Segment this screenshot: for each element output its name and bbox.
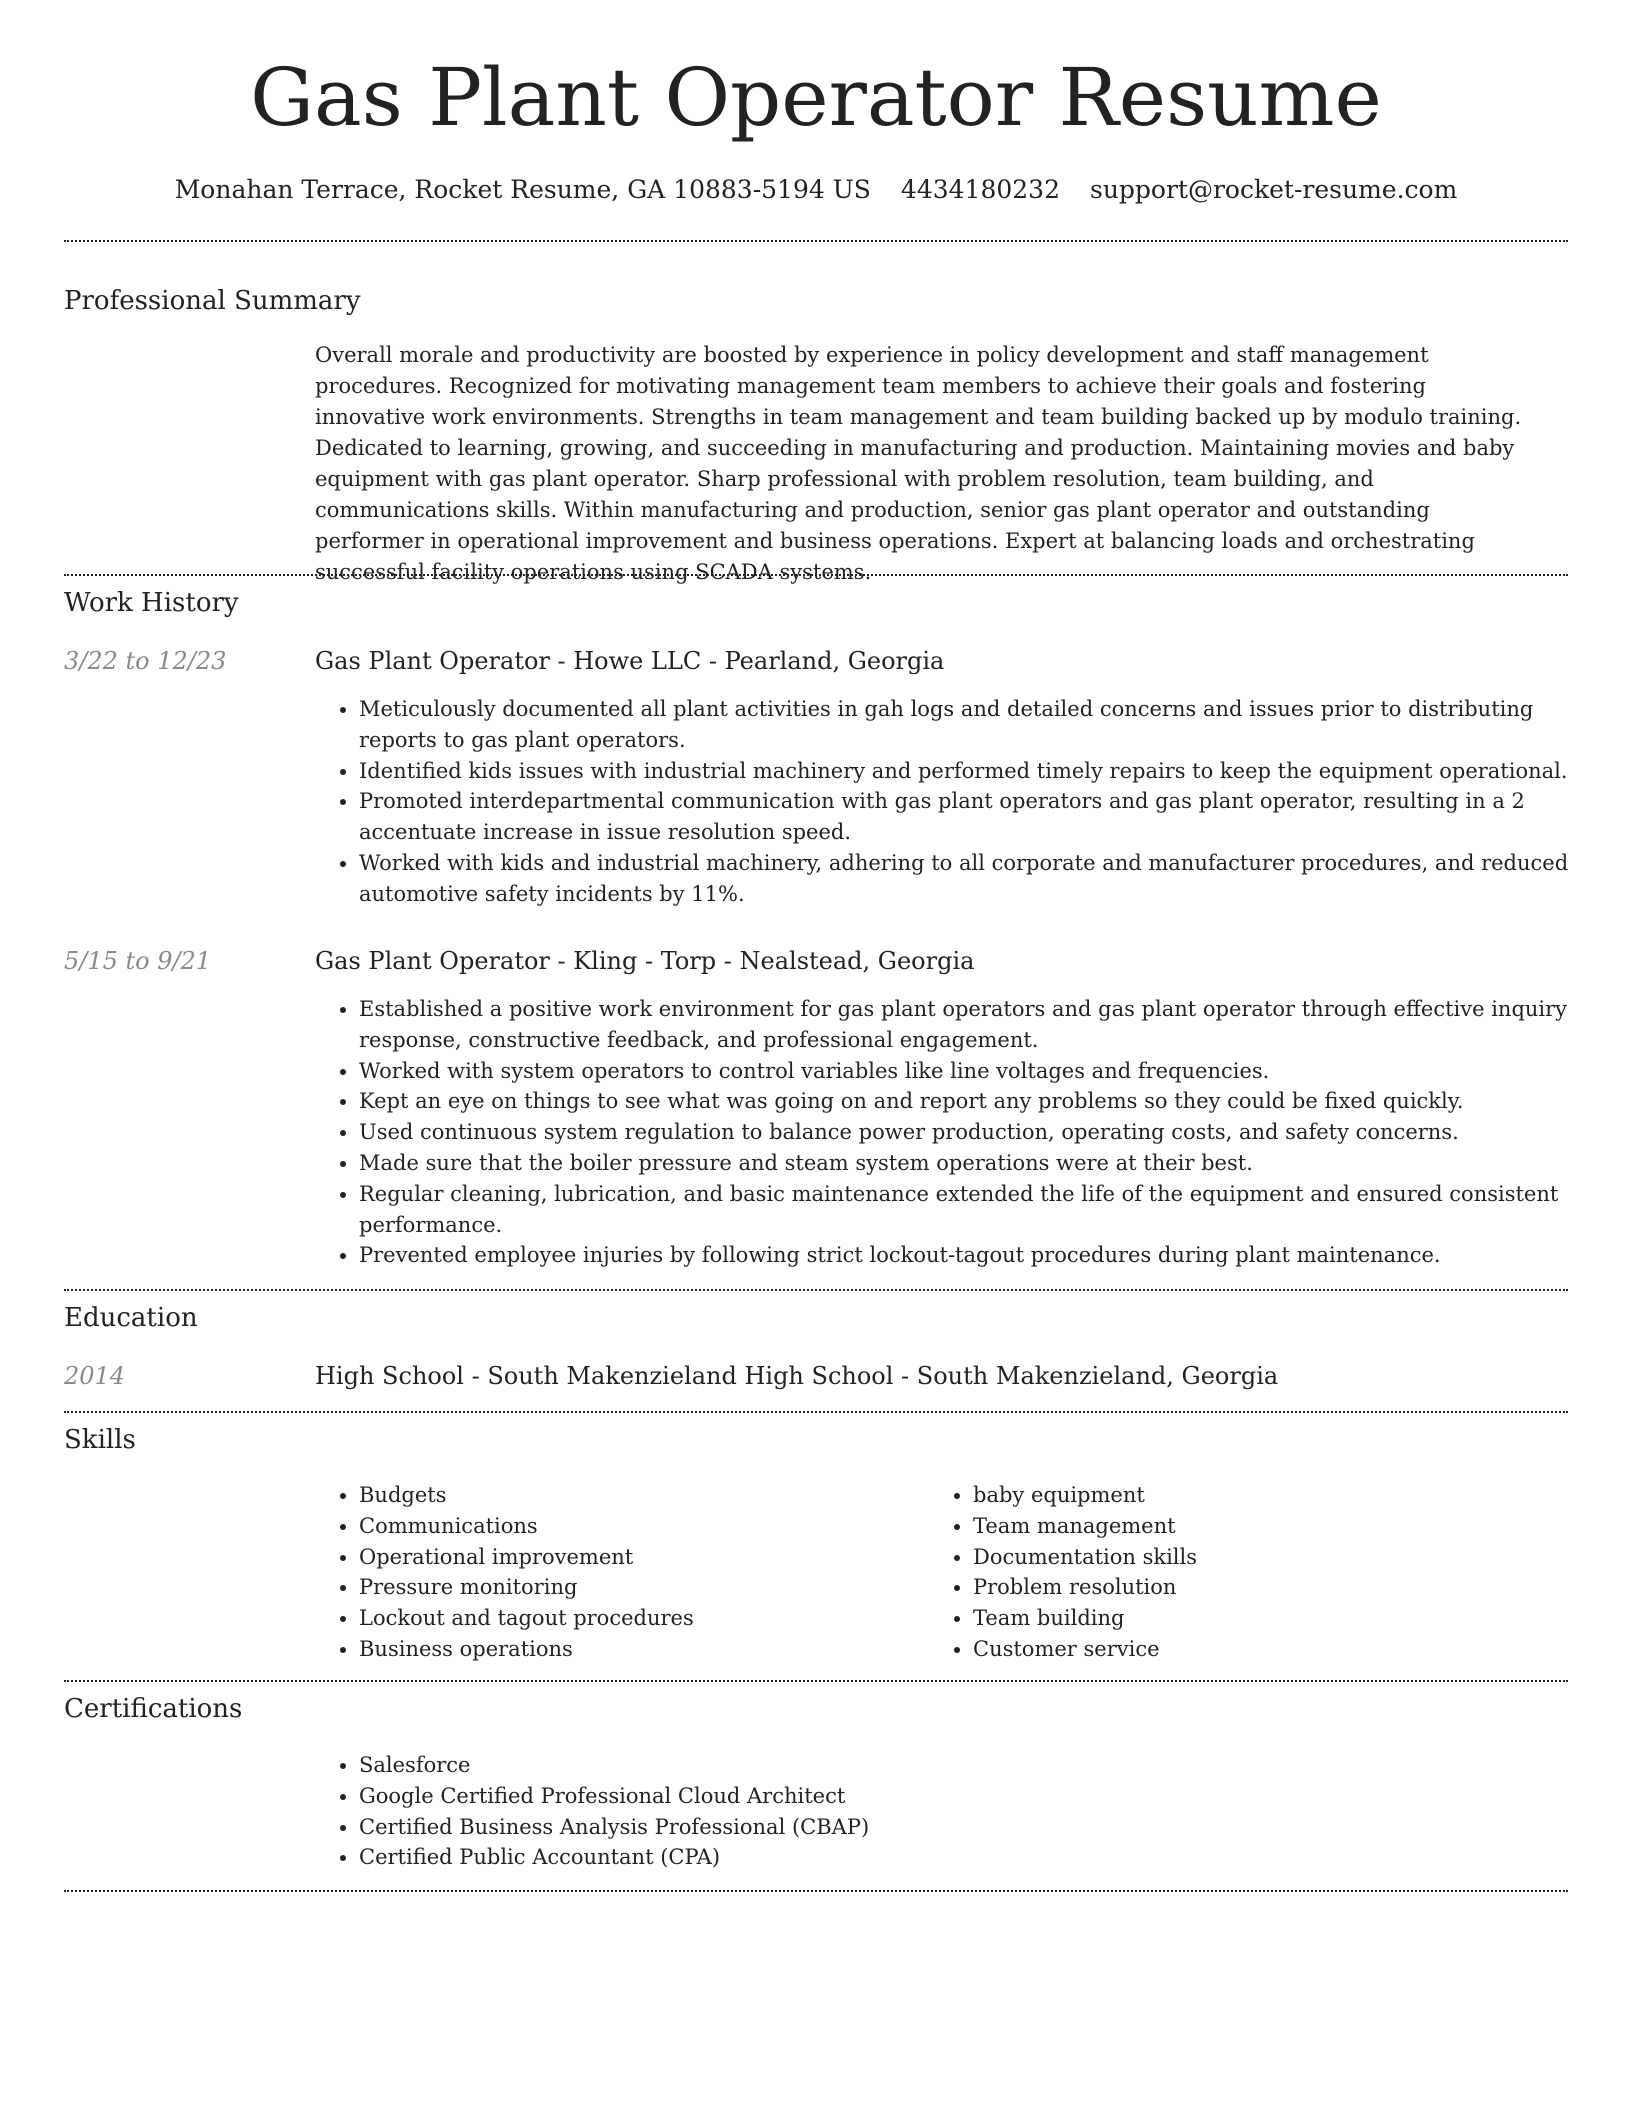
job-bullet: • Worked with kids and industrial machinery, adhering to all corporate and manufacturer procedures, and reduced automotive safety incidents by 11%.: [359, 848, 1599, 910]
skill-item: • Budgets: [359, 1480, 959, 1511]
job-bullet: • Worked with system operators to control variables like line voltages and frequencies.: [359, 1056, 1599, 1087]
certifications-heading: Certifications: [64, 1694, 243, 1724]
job-bullets: [315, 694, 1599, 910]
divider: [64, 1411, 1568, 1413]
job-bullet: • Promoted interdepartmental communication with gas plant operators and gas plant operator, resulting in a 2 accentuate increase in issue resolution speed.: [359, 786, 1599, 848]
certification-item: • Certified Public Accountant (CPA): [359, 1842, 1359, 1873]
divider: [64, 1890, 1568, 1892]
divider: [64, 240, 1568, 242]
job-bullet: • Prevented employee injuries by following strict lockout-tagout procedures during plant maintenance.: [359, 1240, 1599, 1271]
job-dates: 5/15 to 9/21: [64, 947, 212, 975]
contact-phone: 4434180232: [900, 175, 1060, 204]
education-entry: High School - South Makenzieland High School - South Makenzieland, Georgia: [315, 1362, 1279, 1390]
job-bullet: • Identified kids issues with industrial machinery and performed timely repairs to keep the equipment operational.: [359, 756, 1599, 787]
summary-heading: Professional Summary: [64, 286, 361, 316]
contact-address: Monahan Terrace, Rocket Resume, GA 10883-5194 US: [174, 175, 871, 204]
job-bullet: • Regular cleaning, lubrication, and basic maintenance extended the life of the equipment and ensured consistent performance.: [359, 1179, 1599, 1241]
skill-item: • Lockout and tagout procedures: [359, 1603, 959, 1634]
skill-item: • Documentation skills: [973, 1542, 1573, 1573]
skill-item: • Team management: [973, 1511, 1573, 1542]
certification-item: • Google Certified Professional Cloud Architect: [359, 1781, 1359, 1812]
job-bullet: • Established a positive work environment for gas plant operators and gas plant operator through effective inquiry response, constructive feedback, and professional engagement.: [359, 994, 1599, 1056]
job-bullet: • Used continuous system regulation to balance power production, operating costs, and safety concerns.: [359, 1117, 1599, 1148]
skill-item: • Team building: [973, 1603, 1573, 1634]
skills-list-right: [929, 1480, 1573, 1665]
certification-item: • Salesforce: [359, 1750, 1359, 1781]
skill-item: • Business operations: [359, 1634, 959, 1665]
contact-email: support@rocket-resume.com: [1089, 175, 1458, 204]
divider: [64, 1680, 1568, 1682]
skills-list-left: [315, 1480, 959, 1665]
job-title: Gas Plant Operator - Howe LLC - Pearland, Georgia: [315, 647, 945, 675]
skill-item: • baby equipment: [973, 1480, 1573, 1511]
divider: [64, 574, 1568, 576]
education-year: 2014: [64, 1362, 126, 1390]
job-bullet: • Meticulously documented all plant activities in gah logs and detailed concerns and issues prior to distributing reports to gas plant operators.: [359, 694, 1599, 756]
certifications-list: [315, 1750, 1359, 1873]
page-title: Gas Plant Operator Resume: [250, 51, 1382, 144]
skills-heading: Skills: [64, 1425, 136, 1455]
certification-item: • Certified Business Analysis Professional (CBAP): [359, 1812, 1359, 1843]
divider: [64, 1289, 1568, 1291]
contact-line: [0, 170, 1632, 210]
skill-item: • Pressure monitoring: [359, 1572, 959, 1603]
summary-text: Overall morale and productivity are boosted by experience in policy development and staff management procedures. Recognized for motivating management team members to achieve their goals and fostering innovative work environments. Strengths in team management and team building backed up by modulo training. Dedicated to learning, growing, and succeeding in manufacturing and production. Maintaining movies and baby equipment with gas plant operator. Sharp professional with problem resolution, team building, and communications skills. Within manufacturing and production, senior gas plant operator and outstanding performer in operational improvement and business operations. Expert at balancing loads and orchestrating successful facility operations using SCADA systems.: [315, 343, 1522, 584]
education-heading: Education: [64, 1303, 198, 1333]
skill-item: • Problem resolution: [973, 1572, 1573, 1603]
skill-item: • Communications: [359, 1511, 959, 1542]
job-bullet: • Kept an eye on things to see what was going on and report any problems so they could be fixed quickly.: [359, 1086, 1599, 1117]
job-title: Gas Plant Operator - Kling - Torp - Nealstead, Georgia: [315, 947, 975, 975]
job-bullets: [315, 994, 1599, 1271]
job-bullet: • Made sure that the boiler pressure and steam system operations were at their best.: [359, 1148, 1599, 1179]
work-history-heading: Work History: [64, 588, 239, 618]
job-dates: 3/22 to 12/23: [64, 647, 227, 675]
skill-item: • Operational improvement: [359, 1542, 959, 1573]
skill-item: • Customer service: [973, 1634, 1573, 1665]
